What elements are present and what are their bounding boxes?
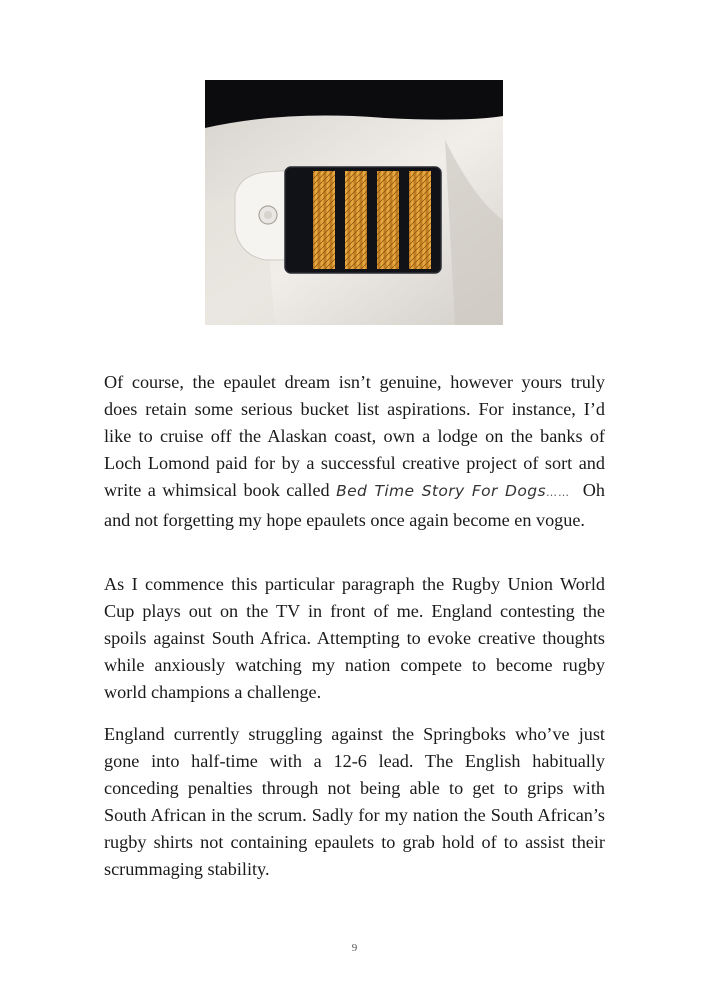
paragraph-text-continued: Oh and not forgetting my hope epaulets once again become en vogue. bbox=[104, 479, 610, 530]
paragraph-text: As I commence this particular paragraph the Rugby Union World Cup plays out on the TV in front of me. England contesting the spoils against South Africa. Attempting to evoke creative thoughts while anxiously watching my nation compete to become rugby world champions a challenge. bbox=[104, 574, 605, 702]
epaulet-photo bbox=[205, 80, 503, 325]
paragraph-text: England currently struggling against the Springboks who’ve just gone into half-time with a 12-6 lead. The English habitually conceding penalties through not being able to get to grips with South African in the scrum. Sadly for my nation the South African’s rugby shirts not containing epaulets to grab hold of to assist their scrummaging stability. bbox=[104, 724, 605, 879]
title-ellipsis: …… bbox=[545, 485, 570, 499]
book-title: Bed Time Story For Dogs bbox=[336, 481, 546, 500]
paragraph-world-cup bbox=[104, 571, 605, 706]
page-number: 9 bbox=[351, 942, 358, 954]
paragraph-springboks bbox=[104, 721, 605, 882]
paragraph-bucket-list bbox=[104, 369, 610, 533]
paragraph-text: Of course, the epaulet dream isn’t genuine, however yours truly does retain some serious bucket list aspirations. For instance, I’d like to cruise off the Alaskan coast, own a lodge on the banks of Loch Lomond paid for by a successful creative project of sort and write a whimsical book called bbox=[104, 372, 605, 500]
